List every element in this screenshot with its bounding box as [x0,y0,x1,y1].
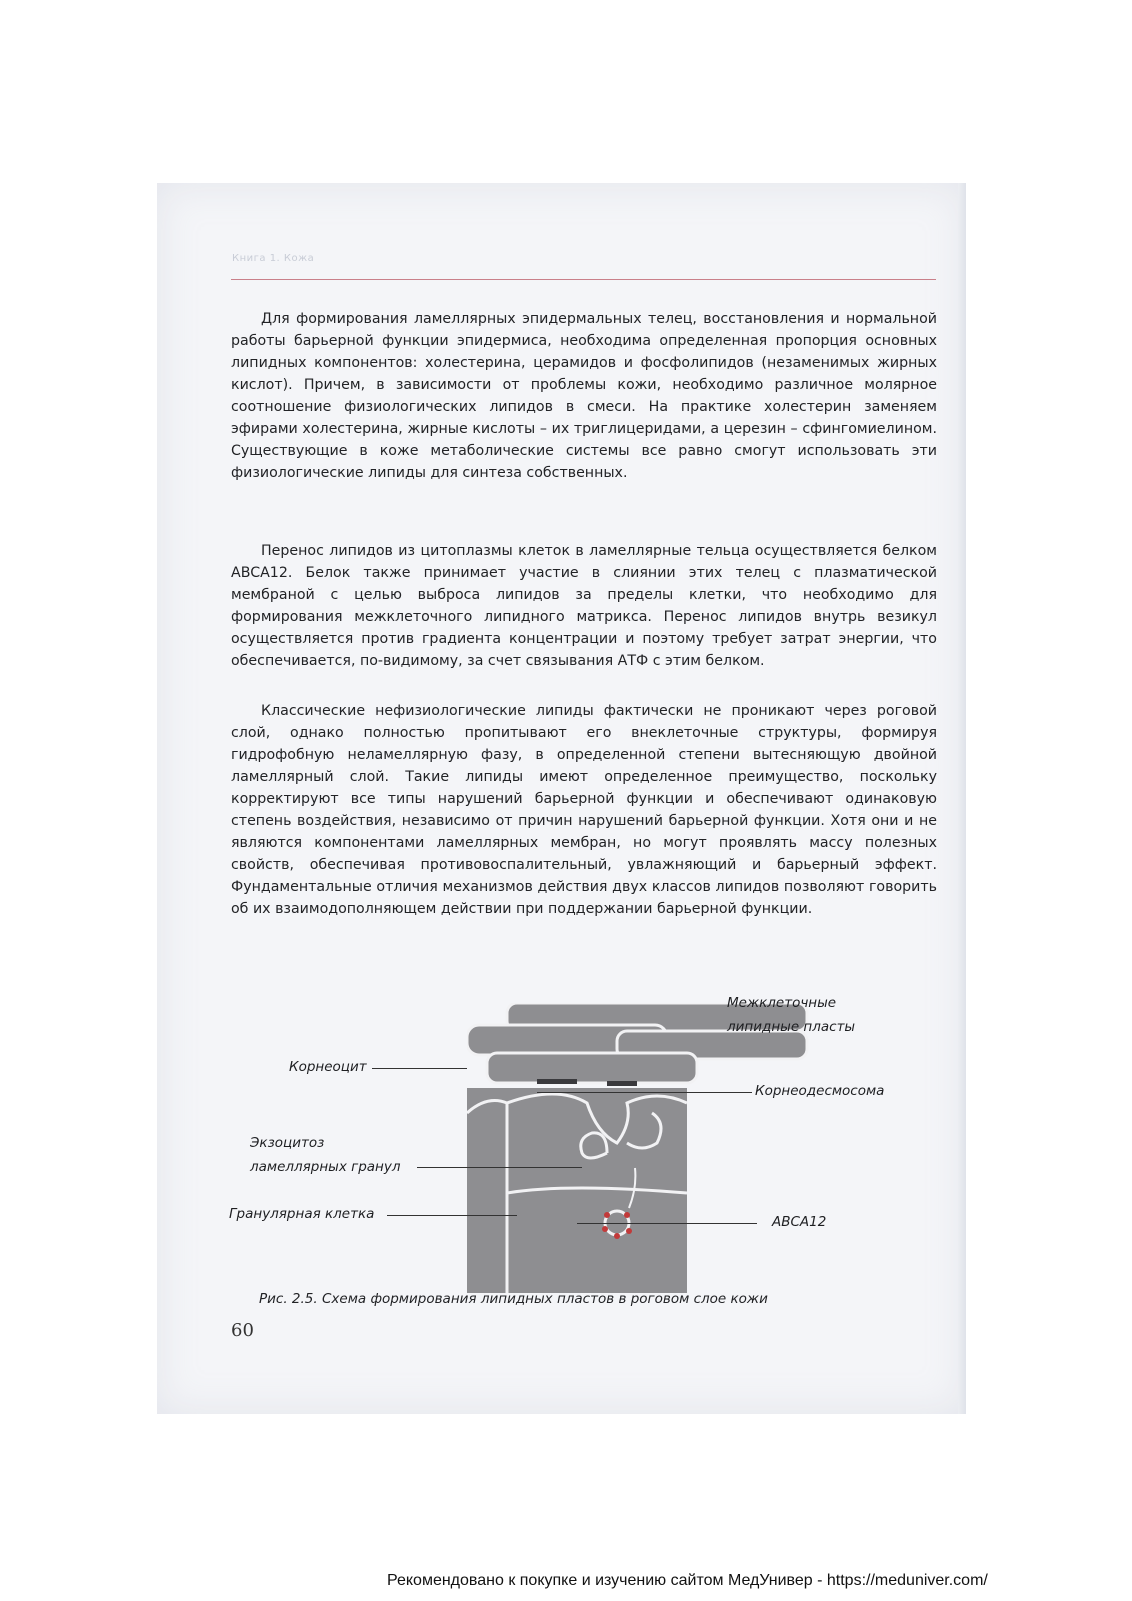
figure-caption: Рис. 2.5. Схема формирования липидных пластов в роговом слое кожи [259,1291,768,1307]
paragraph-3: Классические нефизиологические липиды фактически не проникают через роговой слой, однако полностью пропитывают его внеклеточные структуры, формируя гидрофобную неламеллярную фазу, в определенной степени вытесняющую двойной ламеллярный слой. Такие липиды имеют определенное преимущество, поскольку корректируют все типы нарушений барьерной функции и обеспечивают одинаковую степень воздействия, независимо от причин нарушений барьерной функции. Хотя они и не являются компонентами ламеллярных мембран, но могут проявлять массу полезных свойств, обеспечивая противовоспалительный, увлажняющий и барьерный эффект. Фундаментальные отличия механизмов действия двух классов липидов позволяют говорить об их взаимодополняющем действии при поддержании барьерной функции. [231,703,937,917]
corneodesmosome-1 [537,1079,577,1084]
header-rule [231,279,936,280]
leader-corneocyte [372,1068,467,1069]
leader-granular-cell [387,1215,517,1216]
leader-abca12 [577,1223,757,1224]
paragraph-2: Перенос липидов из цитоплазмы клеток в ламеллярные тельца осуществляется белком ABCA12. Белок также принимает участие в слиянии этих телец с плазматической мембраной с целью выброса липидов за пределы клетки, что необходимо для формирования межклеточного липидного матрикса. Перенос липидов внутрь везикул осуществляется против градиента концентрации и поэтому требует затрат энергии, что обеспечивается, по-видимому, за счет связывания АТФ с этим белком. [231,543,937,669]
abca12-dot-2 [624,1212,630,1218]
page-edge [958,183,966,1414]
book-page [157,183,966,1414]
abca12-dot-4 [626,1228,632,1234]
label-exocytosis: Экзоцитоз ламеллярных гранул [250,1135,401,1175]
corneodesmosome-2 [607,1081,637,1086]
corneocyte-middle [487,1053,697,1083]
footer-recommendation: Рекомендовано к покупке и изучению сайтом МедУнивер - https://meduniver.com/ [387,1572,988,1589]
running-head: Книга 1. Кожа [232,253,315,264]
label-intercellular-lipid-layers: Межклеточные липидные пласты [727,995,856,1035]
label-corneocyte: Корнеоцит [289,1059,367,1075]
abca12-dot-1 [604,1212,610,1218]
abca12-dot-3 [602,1226,608,1232]
leader-exocytosis [417,1167,582,1168]
leader-corneodesmosome [537,1092,752,1093]
abca12-dot-5 [614,1233,620,1239]
label-corneodesmosome: Корнеодесмосома [755,1083,885,1099]
paragraph-1: Для формирования ламеллярных эпидермальных телец, восстановления и нормальной работы барьерной функции эпидермиса, необходима определенная пропорция основных липидных компонентов: холестерина, церамидов и фосфолипидов (незаменимых жирных кислот). Причем, в зависимости от проблемы кожи, необходимо различное молярное соотношение физиологических липидов в смеси. На практике холестерин заменяем эфирами холестерина, жирные кислоты – их триглицеридами, а церезин – сфингомиелином. Существующие в коже метаболические системы все равно смогут использовать эти физиологические липиды для синтеза собственных. [231,311,937,481]
exocytosis-granule [581,1133,607,1158]
label-granular-cell: Гранулярная клетка [229,1206,375,1222]
lipid-layer-diagram [467,1003,847,1293]
page-number: 60 [231,1320,254,1341]
label-abca12: ABCA12 [772,1214,827,1230]
